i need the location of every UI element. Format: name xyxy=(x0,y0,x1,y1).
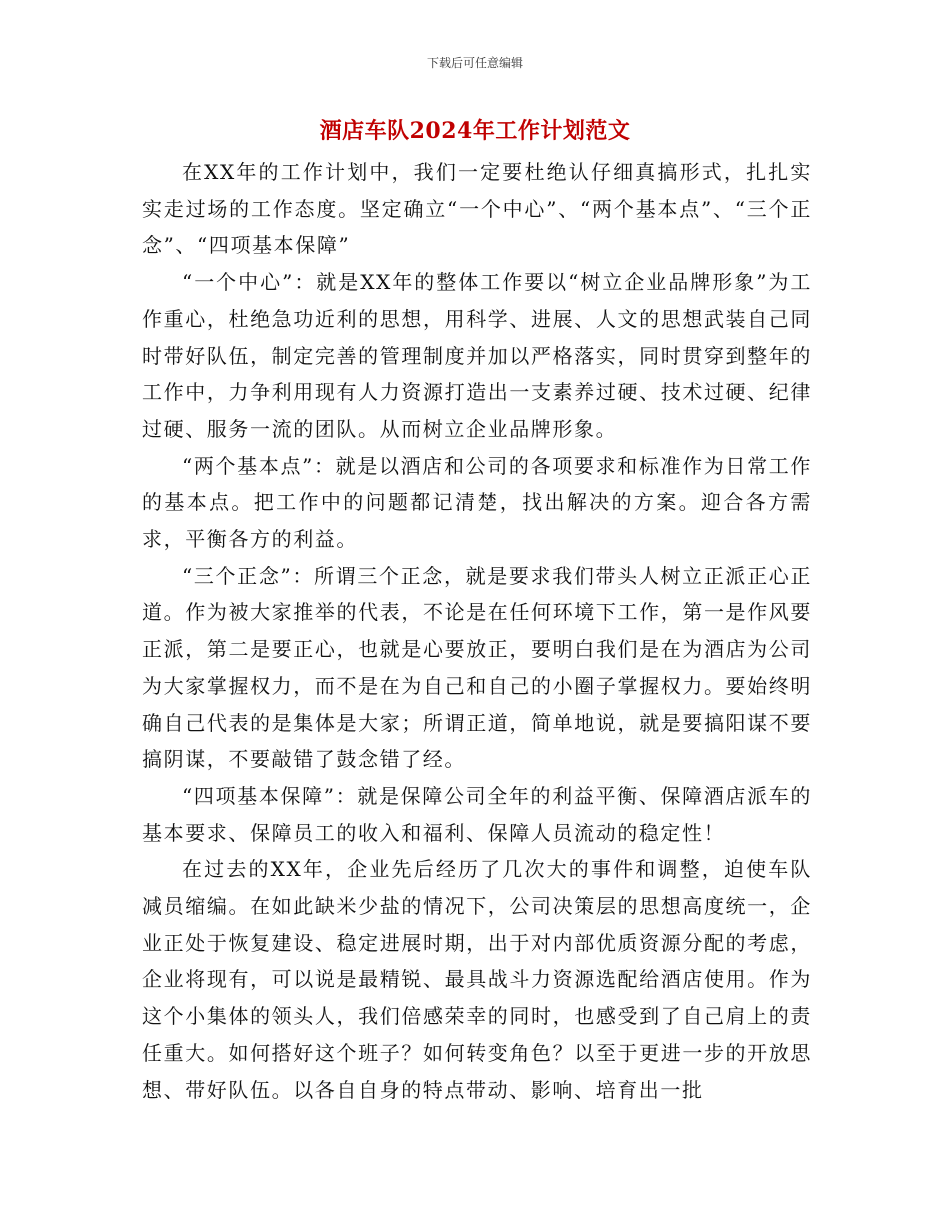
document-body xyxy=(142,154,812,1108)
paragraph-intro: 在XX年的工作计划中，我们一定要杜绝认仔细真搞形式，扎扎实实走过场的工作态度。坚定确立“一个中心”、“两个基本点”、“三个正念”、“四项基本保障” xyxy=(142,160,812,258)
document-title: 酒店车队2024年工作计划范文 xyxy=(319,118,631,144)
header-note: 下载后可任意编辑 xyxy=(426,56,523,70)
paragraph-four-guarantees: “四项基本保障”：就是保障公司全年的利益平衡、保障酒店派车的基本要求、保障员工的收入和福利、保障人员流动的稳定性！ xyxy=(142,783,812,845)
paragraph-one-center: “一个中心”：就是XX年的整体工作要以“树立企业品牌形象”为工作重心，杜绝急功近利的思想，用科学、进展、人文的思想武装自己同时带好队伍，制定完善的管理制度并加以严格落实，同时贯穿到整年的工作中，力争利用现有人力资源打造出一支素养过硬、技术过硬、纪律过硬、服务一流的团队。从而树立企业品牌形象。 xyxy=(142,270,812,441)
paragraph-past-year: 在过去的XX年，企业先后经历了几次大的事件和调整，迫使车队减员缩编。在如此缺米少盐的情况下，公司决策层的思想高度统一，企业正处于恢复建设、稳定进展时期，出于对内部优质资源分配的考虑，企业将现有，可以说是最精锐、最具战斗力资源选配给酒店使用。作为这个小集体的领头人，我们倍感荣幸的同时，也感受到了自己肩上的责任重大。如何搭好这个班子？如何转变角色？以至于更进一步的开放思想、带好队伍。以各自自身的特点带动、影响、培育出一批 xyxy=(142,857,812,1102)
paragraph-two-basic-points: “两个基本点”：就是以酒店和公司的各项要求和标准作为日常工作的基本点。把工作中的问题都记清楚，找出解决的方案。迎合各方需求，平衡各方的利益。 xyxy=(142,453,812,552)
paragraph-three-right-mindsets: “三个正念”：所谓三个正念，就是要求我们带头人树立正派正心正道。作为被大家推举的代表，不论是在任何环境下工作，第一是作风要正派，第二是要正心，也就是心要放正，要明白我们是在为酒店为公司为大家掌握权力，而不是在为自己和自己的小圈子掌握权力。要始终明确自己代表的是集体是大家；所谓正道，简单地说，就是要搞阳谋不要搞阴谋，不要敲错了鼓念错了经。 xyxy=(142,563,812,772)
